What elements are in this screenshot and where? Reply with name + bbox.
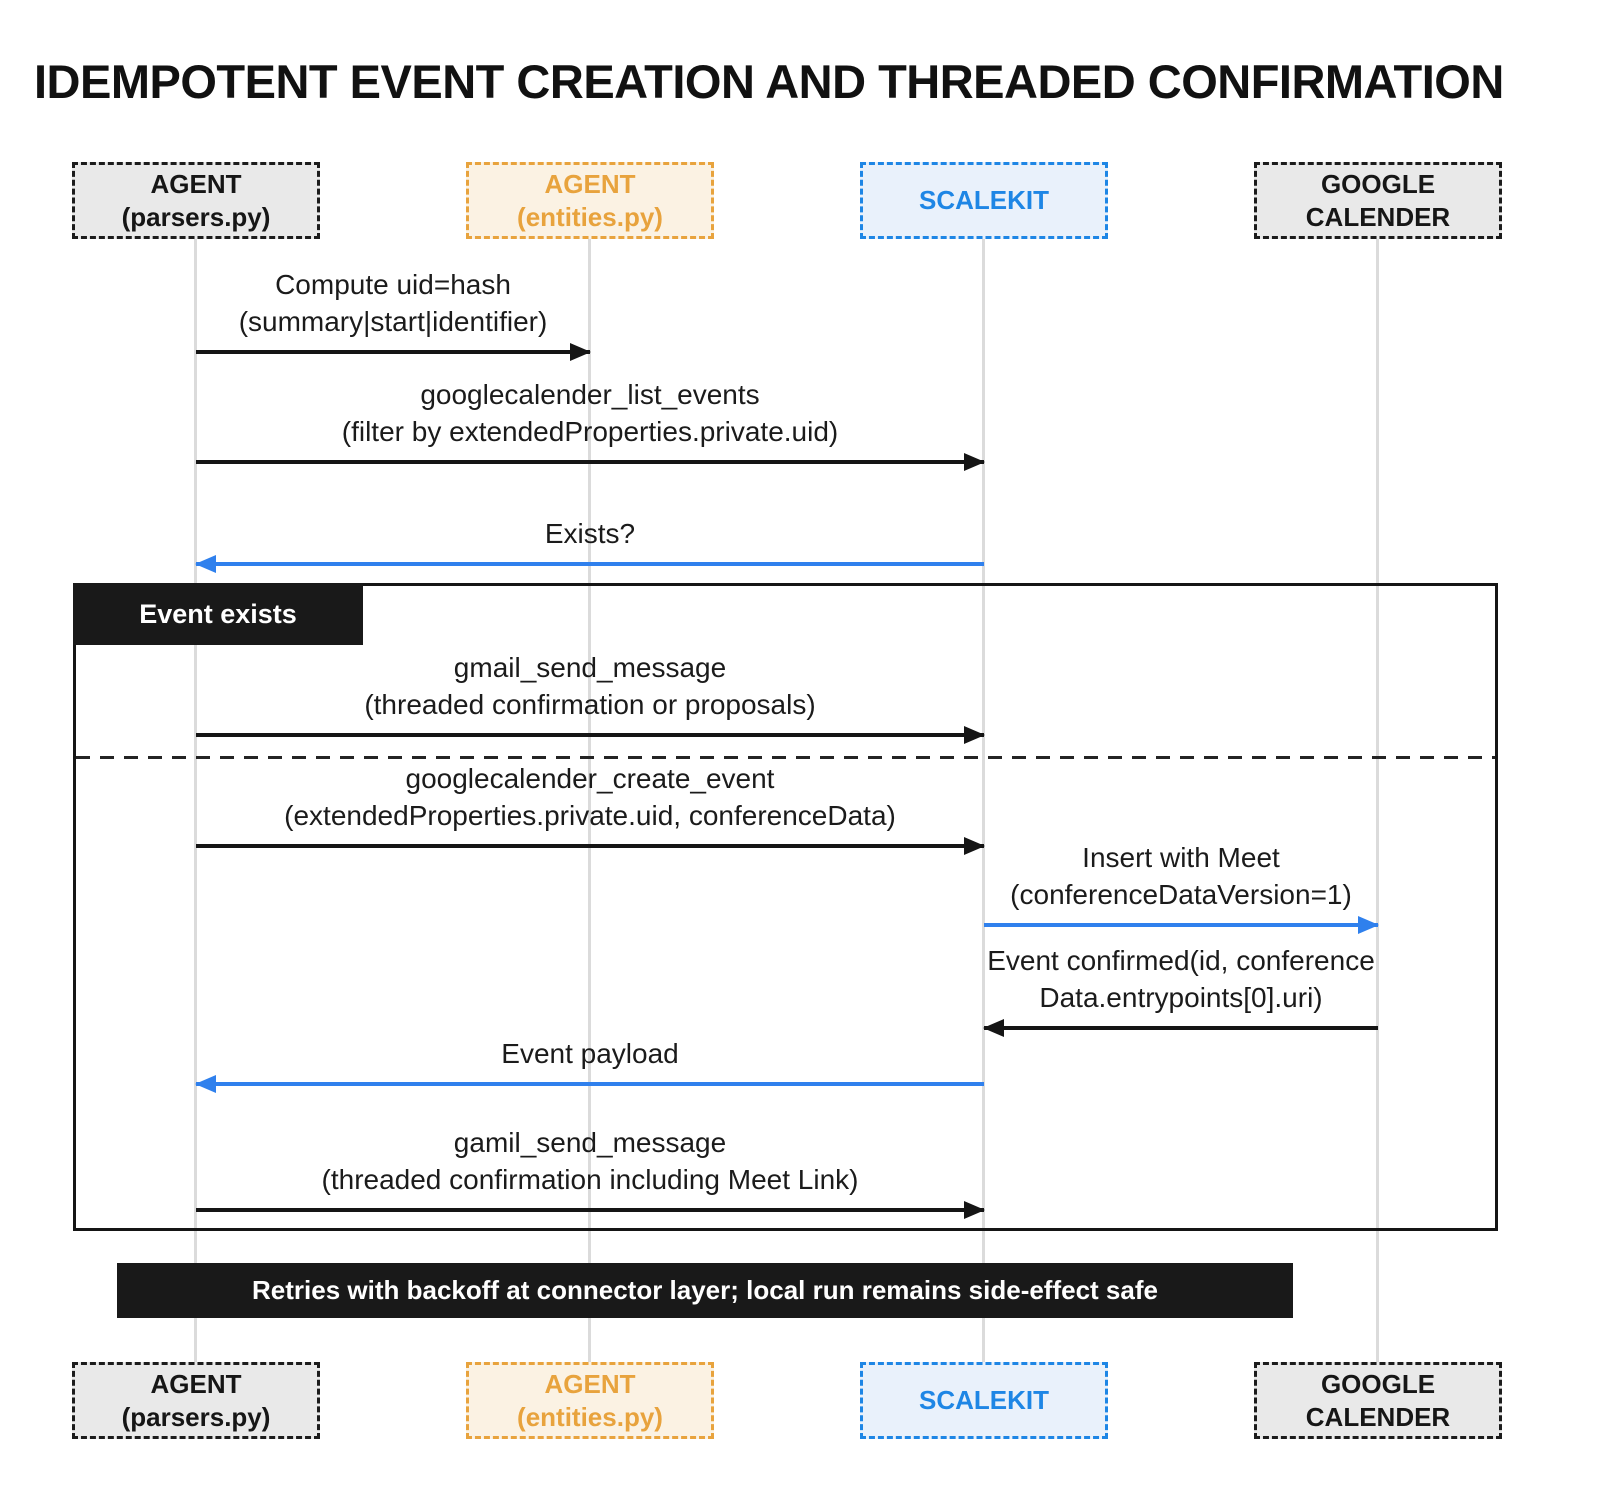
arrow-shaft (196, 844, 984, 848)
participant-label: SCALEKIT (919, 185, 1049, 215)
arrow-shaft (196, 562, 984, 566)
message-label: Event payload (501, 1038, 679, 1069)
arrow-shaft (196, 350, 590, 354)
message-label: googlecalender_create_event (extendedProperties.private.uid, conferenceData) (284, 763, 896, 831)
arrow-shaft (196, 1208, 984, 1212)
arrowhead-right-icon (964, 837, 985, 855)
arrowhead-right-icon (964, 1201, 985, 1219)
participant-sublabel: (entities.py) (517, 1401, 663, 1432)
arrowhead-left-icon (195, 1075, 216, 1093)
participant-sublabel: (entities.py) (517, 201, 663, 232)
note-bar: Retries with backoff at connector layer; local run remains side-effect safe (117, 1263, 1293, 1318)
participant-google-calender-top (1254, 162, 1502, 239)
arrow-shaft (196, 733, 984, 737)
participant-label: AGENT (544, 1368, 636, 1399)
participant-agent-entities-top (466, 162, 714, 239)
participant-sublabel: (parsers.py) (121, 201, 271, 232)
participant-label: GOOGLE (1320, 168, 1436, 199)
participant-sublabel: (parsers.py) (121, 1401, 271, 1432)
arrowhead-right-icon (1358, 916, 1379, 934)
participant-label: AGENT (544, 168, 636, 199)
message-label: gamil_send_message (threaded confirmation including Meet Link) (321, 1127, 859, 1195)
message-label: Compute uid=hash (summary|start|identifier) (238, 269, 548, 337)
participant-scalekit-bottom (860, 1362, 1108, 1439)
participant-label: SCALEKIT (919, 1385, 1049, 1415)
arrowhead-right-icon (964, 726, 985, 744)
arrow-shaft (196, 460, 984, 464)
participant-agent-entities-bottom (466, 1362, 714, 1439)
arrowhead-right-icon (570, 343, 591, 361)
participant-label: AGENT (150, 168, 242, 199)
arrowhead-left-icon (983, 1019, 1004, 1037)
arrow-shaft (984, 923, 1378, 927)
alt-fragment-divider (76, 756, 1495, 759)
participant-agent-parsers-bottom (72, 1362, 320, 1439)
participant-agent-parsers-top (72, 162, 320, 239)
arrow-shaft (984, 1026, 1378, 1030)
participant-label: AGENT (150, 1368, 242, 1399)
message-label: Insert with Meet (conferenceDataVersion=1) (1010, 842, 1352, 910)
message-label: gmail_send_message (threaded confirmation or proposals) (364, 652, 816, 720)
participant-label: GOOGLE (1320, 1368, 1436, 1399)
arrowhead-right-icon (964, 453, 985, 471)
diagram-title: IDEMPOTENT EVENT CREATION AND THREADED CONFIRMATION (34, 55, 1504, 108)
participant-sublabel: CALENDER (1305, 1401, 1451, 1432)
arrowhead-left-icon (195, 555, 216, 573)
participant-sublabel: CALENDER (1305, 201, 1451, 232)
message-label: Exists? (544, 518, 636, 549)
participant-scalekit-top (860, 162, 1108, 239)
participant-google-calender-bottom (1254, 1362, 1502, 1439)
alt-fragment-label: Event exists (73, 583, 363, 645)
message-label: googlecalender_list_events (filter by extendedProperties.private.uid) (341, 379, 839, 447)
message-label: Event confirmed(id, conference Data.entrypoints[0].uri) (987, 945, 1375, 1013)
arrow-shaft (196, 1082, 984, 1086)
